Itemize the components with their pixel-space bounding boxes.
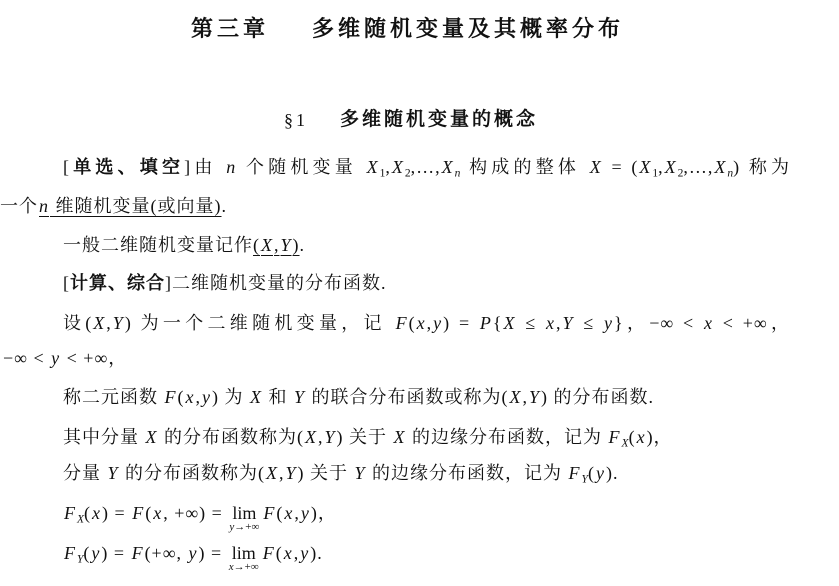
math-variable: Y — [354, 463, 366, 483]
marginal-x-formula — [63, 501, 337, 531]
math-variable: x — [704, 313, 713, 333]
text-run: , — [318, 427, 324, 447]
math-subscript: Y — [77, 553, 84, 566]
text-run: ) 关于 — [297, 463, 354, 483]
limit-operator — [228, 541, 259, 573]
distribution-function-heading — [63, 271, 387, 296]
math-variable: F — [262, 543, 275, 563]
text-run: ) 为 — [212, 387, 249, 407]
math-subscript: Y — [581, 473, 588, 486]
math-variable: y — [300, 543, 310, 563]
section-title: 多维随机变量的概念 — [340, 108, 539, 130]
text-run: ( — [275, 543, 283, 563]
math-variable: X — [391, 157, 404, 177]
distribution-function-definition-line-2 — [3, 346, 127, 370]
math-variable: Y — [112, 313, 124, 333]
math-variable: y — [300, 503, 310, 523]
math-variable: F — [64, 543, 76, 563]
math-variable: x — [185, 387, 195, 407]
lim-symbol: lim — [232, 503, 257, 523]
text-run: ]由 — [184, 157, 226, 177]
text-run: ≤ — [516, 313, 546, 333]
text-run: ( — [83, 543, 91, 563]
text-run: 的分布函数称为( — [158, 427, 304, 447]
text-run: { — [492, 313, 503, 333]
subscript: 2 — [677, 167, 684, 180]
math-variable: F — [164, 387, 177, 407]
distribution-function-definition-line-1 — [63, 311, 790, 335]
math-variable: x — [153, 503, 163, 523]
limit-underscript — [229, 562, 259, 573]
text-run: ) = — [101, 543, 131, 563]
limit-operator — [229, 501, 260, 533]
underlined-variable: Y — [280, 235, 292, 255]
text-run: , +∞) = — [163, 503, 229, 523]
bold-label: 单选、填空 — [70, 157, 185, 178]
text-run: ) = — [443, 313, 479, 333]
text-run: ( — [276, 503, 284, 523]
text-run: 的边缘分布函数，记为 — [366, 463, 568, 483]
underlined-term: ) — [292, 235, 300, 255]
math-variable: y — [91, 543, 101, 563]
subscript: →+∞ — [233, 561, 259, 573]
limit-underscript — [229, 522, 259, 533]
text-run: < +∞， — [714, 313, 791, 333]
text-run: < +∞， — [61, 348, 128, 368]
subscript: →+∞ — [234, 521, 260, 533]
text-run: ≤ — [574, 313, 604, 333]
text-run: , — [293, 543, 300, 563]
text-run: (+∞, — [144, 543, 188, 563]
math-variable: F — [132, 503, 145, 523]
text-run: 一个 — [0, 196, 38, 216]
math-variable: F — [131, 543, 144, 563]
math-variable: Y — [294, 387, 306, 407]
math-subscript: n — [727, 167, 734, 180]
math-variable: y — [433, 313, 443, 333]
math-variable: X — [714, 157, 727, 177]
text-run: ( — [145, 503, 153, 523]
random-vector-definition-line-2 — [0, 194, 227, 218]
text-run: 分量 — [63, 463, 107, 483]
math-variable: Y — [285, 463, 297, 483]
math-variable: y — [595, 463, 605, 483]
bold-label: 计算、综合 — [70, 273, 165, 294]
text-run: ) 为一个二维随机变量，记 — [124, 313, 395, 333]
text-run: )， — [310, 503, 337, 523]
bivariate-notation-line — [63, 233, 305, 257]
math-variable: Y — [324, 427, 336, 447]
math-variable: F — [568, 463, 581, 483]
text-run: ( — [84, 503, 92, 523]
text-run: 的边缘分布函数，记为 — [406, 427, 608, 447]
math-variable: x — [283, 543, 293, 563]
marginal-x-statement — [63, 425, 673, 455]
text-run: , — [426, 313, 433, 333]
text-run: , — [294, 503, 300, 523]
text-run: ). — [310, 543, 323, 563]
math-variable: X — [503, 313, 516, 333]
math-variable: X — [93, 313, 106, 333]
text-run: , — [556, 313, 562, 333]
math-variable: x — [92, 503, 102, 523]
math-variable: x — [284, 503, 294, 523]
subscript: 1 — [379, 167, 386, 180]
chapter-title: 多维随机变量及其概率分布 — [312, 17, 625, 42]
text-run: 和 — [263, 387, 293, 407]
math-subscript: x — [228, 561, 234, 573]
math-variable: x — [416, 313, 426, 333]
text-run: ]二维随机变量的分布函数. — [165, 273, 387, 293]
text-run: ,…, — [683, 157, 714, 177]
text-run: , — [195, 387, 201, 407]
math-variable: Y — [107, 463, 119, 483]
math-subscript: X — [77, 513, 85, 526]
math-variable: y — [188, 543, 198, 563]
random-vector-definition-line-1 — [63, 155, 790, 185]
text-run: 称二元函数 — [63, 387, 164, 407]
text-run: ) = — [198, 543, 228, 563]
math-variable: X — [639, 157, 652, 177]
math-subscript: X — [621, 437, 629, 450]
math-variable: X — [393, 427, 406, 447]
text-run: . — [299, 235, 306, 255]
section-number: §1 — [284, 110, 308, 130]
underlined-term: ( — [253, 235, 260, 255]
math-variable: X — [305, 427, 317, 447]
math-variable: X — [366, 157, 379, 177]
math-variable: X — [664, 157, 677, 177]
math-variable: X — [509, 387, 522, 407]
math-variable: Y — [562, 313, 574, 333]
math-variable: F — [263, 503, 276, 523]
text-run: , — [658, 157, 664, 177]
text-run: 的分布函数称为( — [119, 463, 266, 483]
text-run: = ( — [602, 157, 639, 177]
text-run: ) 关于 — [336, 427, 393, 447]
text-run: 构成的整体 — [460, 157, 589, 177]
text-run: , — [522, 387, 529, 407]
text-run: ( — [628, 427, 636, 447]
text-run: −∞ < — [3, 348, 51, 368]
math-variable: P — [479, 313, 492, 333]
marginal-y-formula — [63, 541, 323, 571]
math-variable: x — [636, 427, 646, 447]
subscript: 1 — [652, 167, 659, 180]
text-run: 设( — [63, 313, 93, 333]
text-run: 一般二维随机变量记作 — [63, 235, 253, 255]
text-run: ( — [587, 463, 595, 483]
math-variable: y — [202, 387, 211, 407]
text-run: }，−∞ < — [614, 313, 703, 333]
text-run: ,…, — [410, 157, 441, 177]
text-run: 的联合分布函数或称为( — [306, 387, 509, 407]
lim-symbol: lim — [231, 543, 256, 563]
math-variable: y — [604, 313, 614, 333]
text-run: ( — [408, 313, 416, 333]
text-run: ). — [605, 463, 619, 483]
text-run: ) 称为 — [733, 157, 791, 177]
math-variable: X — [441, 157, 454, 177]
math-variable: x — [546, 313, 556, 333]
text-run: ) = — [102, 503, 132, 523]
text-run: , — [106, 313, 112, 333]
math-variable: X — [266, 463, 279, 483]
text-run: , — [279, 463, 285, 483]
text-run: [ — [63, 157, 70, 177]
subscript: 2 — [404, 167, 411, 180]
text-run: 个随机变量 — [237, 157, 366, 177]
chapter-number: 第三章 — [191, 17, 270, 42]
math-subscript: n — [454, 167, 461, 180]
text-run: , — [385, 157, 391, 177]
math-variable: n — [226, 157, 237, 177]
underlined-term: 维随机变量(或向量) — [50, 196, 222, 216]
math-variable: X — [589, 157, 602, 177]
text-run: )， — [646, 427, 673, 447]
underlined-variable: n — [39, 196, 49, 216]
underlined-variable: X — [261, 235, 273, 255]
math-variable: X — [145, 427, 158, 447]
math-subscript: y — [229, 521, 235, 533]
math-variable: F — [64, 503, 76, 523]
text-run: ) 的分布函数. — [541, 387, 655, 407]
text-run: . — [221, 196, 227, 216]
math-variable: y — [51, 348, 61, 368]
math-variable: Y — [529, 387, 541, 407]
math-variable: F — [608, 427, 621, 447]
text-run: 其中分量 — [63, 427, 145, 447]
underlined-term: , — [274, 235, 280, 255]
text-run: [ — [63, 273, 70, 293]
marginal-y-statement — [63, 461, 618, 491]
joint-distribution-statement — [63, 385, 654, 409]
math-variable: F — [395, 313, 408, 333]
math-variable: X — [250, 387, 262, 407]
text-run: ( — [177, 387, 185, 407]
